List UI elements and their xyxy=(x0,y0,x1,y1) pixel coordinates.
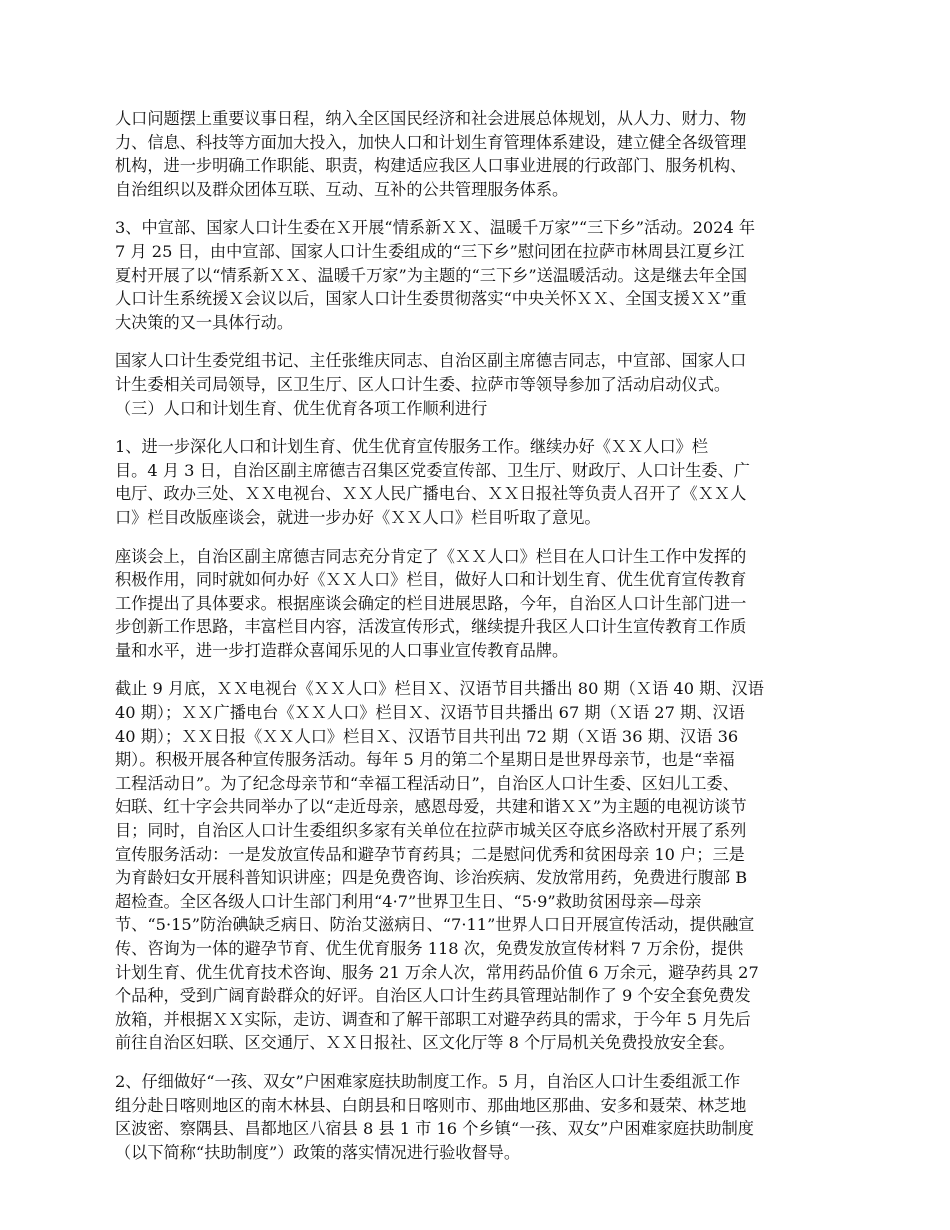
text-line: 宣传服务活动：一是发放宣传品和避孕节育药具；二是慰问优秀和贫困母亲 10 户；三是 xyxy=(115,844,745,864)
paragraph-p3 xyxy=(115,349,840,396)
text-line: 大决策的又一具体行动。 xyxy=(115,312,294,332)
text-line: 国家人口计生委党组书记、主任张维庆同志、自治区副主席德吉同志，中宣部、国家人口 xyxy=(115,351,747,371)
paragraph-p1 xyxy=(115,107,840,201)
paragraph-p2 xyxy=(115,216,840,334)
text-line: 节、“5·15”防治碘缺乏病日、防治艾滋病日、“7·11”世界人口日开展宣传活动，提供融宣 xyxy=(115,915,755,935)
text-line: 人口问题摆上重要议事日程，纳入全区国民经济和社会进展总体规划，从人力、财力、物 xyxy=(115,109,747,128)
text-line: 传、咨询为一体的避孕节育、优生优育服务 118 次，免费发放宣传材料 7 万余份，提供 xyxy=(115,939,744,958)
text-line: 步创新工作思路，丰富栏目内容，活泼宣传形式，继续提升我区人口计生宣传教育工作质 xyxy=(115,617,747,637)
text-line: 工作提出了具体要求。根据座谈会确定的栏目进展思路，今年，自治区人口计生部门进一 xyxy=(115,593,747,613)
text-line: 放箱，并根据ＸＸ实际，走访、调查和了解干部职工对避孕药具的需求，于今年 5 月先后 xyxy=(115,1009,751,1029)
text-line: 目；同时，自治区人口计生委组织多家有关单位在拉萨市城关区夺底乡洛欧村开展了系列 xyxy=(115,821,747,841)
text-line: 夏村开展了以“情系新ＸＸ、温暖千万家”为主题的“三下乡”送温暖活动。这是继去年全国 xyxy=(115,265,748,285)
text-line: 40 期）；ＸＸ广播电台《ＸＸ人口》栏目Ｘ、汉语节目共播出 67 期（Ｘ语 27 期、汉语 xyxy=(115,703,745,723)
text-line: 自治组织以及群众团体互联、互动、互补的公共管理服务体系。 xyxy=(115,179,569,199)
text-line: （三）人口和计划生育、优生优育各项工作顺利进行 xyxy=(115,398,488,418)
text-line: 积极作用，同时就如何办好《ＸＸ人口》栏目，做好人口和计划生育、优生优育宣传教育 xyxy=(115,570,747,590)
text-line: 组分赴日喀则地区的南木林县、白朗县和日喀则市、那曲地区那曲、安多和聂荣、林芝地 xyxy=(115,1095,747,1115)
text-line: 目。4 月 3 日，自治区副主席德吉召集区党委宣传部、卫生厅、财政厅、人口计生委、广 xyxy=(115,460,750,480)
text-line: 截止 9 月底，ＸＸ电视台《ＸＸ人口》栏目Ｘ、汉语节目共播出 80 期（Ｘ语 40 期、汉语 xyxy=(115,679,764,699)
text-line: 人口计生系统援Ｘ会议以后，国家人口计生委贯彻落实“中央关怀ＸＸ、全国支援ＸＸ”重 xyxy=(115,289,747,309)
text-line: 力、信息、科技等方面加大投入，加快人口和计划生育管理体系建设，建立健全各级管理 xyxy=(115,132,747,152)
text-line: 计划生育、优生优育技术咨询、服务 21 万余人次，常用药品价值 6 万余元，避孕药具 27 xyxy=(115,962,759,982)
paragraph-p5 xyxy=(115,435,840,529)
text-line: 个品种，受到广阔育龄群众的好评。自治区人口计生药具管理站制作了 9 个安全套免费发 xyxy=(115,986,751,1006)
paragraph-p7 xyxy=(115,677,840,1055)
text-line: （以下简称“扶助制度”）政策的落实情况进行验收督导。 xyxy=(115,1142,521,1162)
text-line: 期）。积极开展各种宣传服务活动。每年 5 月的第二个星期日是世界母亲节，也是“幸福 xyxy=(115,750,735,770)
text-line: 座谈会上，自治区副主席德吉同志充分肯定了《ＸＸ人口》栏目在人口计生工作中发挥的 xyxy=(115,546,747,566)
text-line: 3、中宣部、国家人口计生委在Ｘ开展“情系新ＸＸ、温暖千万家”“三下乡”活动。2024 年 xyxy=(115,218,756,238)
text-line: 妇联、红十字会共同举办了以“走近母亲，感恩母爱，共建和谐ＸＸ”为主题的电视访谈节 xyxy=(115,797,747,817)
text-line: 计生委相关司局领导，区卫生厅、区人口计生委、拉萨市等领导参加了活动启动仪式。 xyxy=(115,374,731,394)
paragraph-p6 xyxy=(115,545,840,663)
text-line: 区波密、察隅县、昌都地区八宿县 8 县 1 市 16 个乡镇“一孩、双女”户困难家庭扶助制度 xyxy=(115,1119,754,1139)
text-line: 2、仔细做好“一孩、双女”户困难家庭扶助制度工作。5 月，自治区人口计生委组派工作 xyxy=(115,1071,741,1091)
text-line: 为育龄妇女开展科普知识讲座；四是免费咨询、诊治疾病、发放常用药，免费进行腹部 B xyxy=(115,868,748,888)
paragraph-p8 xyxy=(115,1070,840,1164)
text-line: 工程活动日”。为了纪念母亲节和“幸福工程活动日”，自治区人口计生委、区妇儿工委、 xyxy=(115,773,739,793)
text-line: 机构，进一步明确工作职能、职责，构建适应我区人口事业进展的行政部门、服务机构、 xyxy=(115,156,747,176)
text-line: 超检查。全区各级人口计生部门利用“4·7”世界卫生日、“5·9”救助贫困母亲—母亲 xyxy=(115,891,702,911)
text-line: 7 月 25 日，由中宣部、国家人口计生委组成的“三下乡”慰问团在拉萨市林周县江夏乡江 xyxy=(115,241,745,261)
text-line: 40 期）；ＸＸ日报《ＸＸ人口》栏目Ｘ、汉语节目共刊出 72 期（Ｘ语 36 期、汉语 36 xyxy=(115,726,739,746)
text-line: 量和水平，进一步打造群众喜闻乐见的人口事业宣传教育品牌。 xyxy=(115,640,569,660)
text-line: 电厅、政办三处、ＸＸ电视台、ＸＸ人民广播电台、ＸＸ日报社等负责人召开了《ＸＸ人 xyxy=(115,484,747,504)
text-line: 口》栏目改版座谈会，就进一步办好《ＸＸ人口》栏目听取了意见。 xyxy=(115,507,601,527)
text-line: 前往自治区妇联、区交通厅、ＸＸ日报社、区文化厅等 8 个厅局机关免费投放安全套。 xyxy=(115,1033,735,1053)
text-line: 1、进一步深化人口和计划生育、优生优育宣传服务工作。继续办好《ＸＸ人口》栏 xyxy=(115,437,709,457)
paragraph-p4 xyxy=(115,397,840,421)
